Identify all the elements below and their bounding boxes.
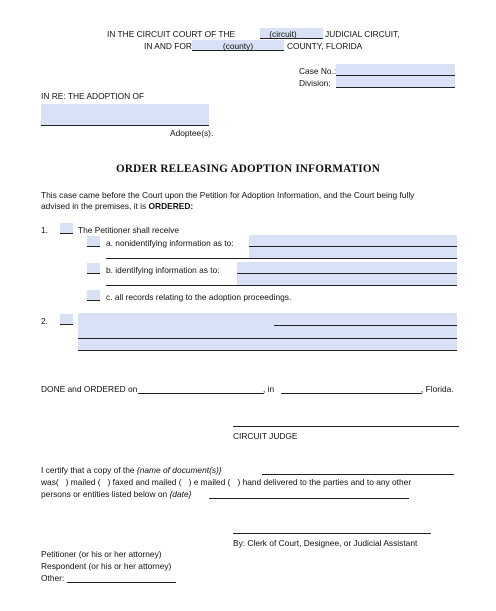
item2-checkbox[interactable]: [60, 314, 73, 324]
case-no-field[interactable]: [336, 64, 455, 75]
court-prefix: IN THE CIRCUIT COURT OF THE: [107, 29, 236, 39]
petitioner-label: Petitioner (or his or her attorney): [41, 549, 162, 559]
certificate-prefix: I certify that a copy of the: [41, 465, 135, 475]
florida-label: , Florida.: [421, 384, 454, 394]
option-c-label: c. all records relating to the adoption proceedings.: [106, 292, 292, 302]
clerk-label: By: Clerk of Court, Designee, or Judicial Assistant: [233, 538, 418, 548]
adoptee-underline: [41, 125, 209, 126]
county-prefix: IN AND FOR: [144, 41, 192, 51]
option-c-checkbox-underline: [87, 300, 100, 301]
item2-checkbox-underline: [60, 324, 73, 325]
done-place-line[interactable]: [281, 393, 422, 394]
judge-signature-line[interactable]: [233, 426, 459, 427]
was-label: was(: [41, 477, 59, 487]
respondent-label: Respondent (or his or her attorney): [41, 561, 172, 571]
service-date-line[interactable]: [209, 498, 409, 499]
option-a-checkbox-underline: [87, 246, 100, 247]
done-date-line[interactable]: [138, 393, 264, 394]
division-field[interactable]: [336, 76, 455, 87]
adoptee-label: Adoptee(s).: [170, 128, 214, 138]
option-a-underline-2: [106, 258, 457, 259]
option-b-checkbox[interactable]: [87, 263, 100, 273]
option-b-underline-1: [237, 273, 457, 274]
option-a-underline-1: [249, 246, 457, 247]
circuit-placeholder: (circuit): [269, 29, 297, 39]
in-label: , in: [263, 384, 275, 394]
item2-reason-field[interactable]: [78, 313, 457, 351]
option-b-field[interactable]: [237, 262, 457, 286]
court-suffix: JUDICIAL CIRCUIT,: [325, 29, 400, 39]
document-name-placeholder: {name of document(s)}: [136, 465, 222, 475]
intro-line-2-text: advised in the premises, it is: [41, 201, 147, 211]
adoptee-name-field[interactable]: [41, 104, 209, 126]
document-title: ORDER RELEASING ADOPTION INFORMATION: [115, 163, 381, 175]
option-b-underline-2: [106, 285, 457, 286]
item1-number: 1.: [41, 225, 48, 235]
faxed-label: ) faxed and mailed (: [107, 477, 182, 487]
certificate-line-1: [41, 465, 222, 475]
other-label: Other:: [41, 573, 65, 583]
option-b-checkbox-underline: [87, 273, 100, 274]
other-line[interactable]: [67, 582, 176, 583]
emailed-label: ) e mailed (: [188, 477, 231, 487]
item2-underline-3: [78, 350, 457, 351]
item2-underline-2: [78, 338, 457, 339]
county-placeholder: (county): [222, 41, 254, 51]
division-label: Division:: [299, 78, 331, 88]
item1-checkbox-underline: [60, 233, 73, 234]
clerk-signature-line[interactable]: [233, 533, 431, 534]
certificate-line-3: [41, 489, 191, 499]
option-a-label: a. nonidentifying information as to:: [106, 238, 234, 248]
item2-number: 2.: [41, 316, 48, 326]
hand-delivered-label: ) hand delivered to the parties and to any other: [237, 477, 412, 487]
item1-text: The Petitioner shall receive: [78, 225, 180, 235]
option-a-field[interactable]: [249, 235, 457, 259]
document-name-line[interactable]: [262, 474, 454, 475]
division-underline: [336, 87, 455, 88]
item1-checkbox[interactable]: [60, 223, 73, 233]
date-placeholder: {date}: [169, 489, 192, 499]
certificate-line-2: [41, 477, 411, 487]
in-re-label: IN RE: THE ADOPTION OF: [41, 91, 145, 101]
intro-line-1: This case came before the Court upon the Petition for Adoption Information, and the Court being fully: [41, 190, 415, 200]
option-a-checkbox[interactable]: [87, 236, 100, 246]
case-no-label: Case No.:: [299, 66, 337, 76]
county-suffix: COUNTY, FLORIDA: [287, 41, 363, 51]
intro-line-2: [41, 201, 193, 211]
listed-below-label: persons or entities listed below on: [41, 489, 168, 499]
option-b-label: b. identifying information as to:: [106, 265, 220, 275]
mailed-label: ) mailed (: [65, 477, 101, 487]
option-c-checkbox[interactable]: [87, 290, 100, 300]
item2-underline-1: [274, 325, 457, 326]
judge-label: CIRCUIT JUDGE: [233, 431, 298, 441]
intro-ordered: ORDERED:: [148, 201, 194, 211]
done-label: DONE and ORDERED on: [41, 384, 138, 394]
